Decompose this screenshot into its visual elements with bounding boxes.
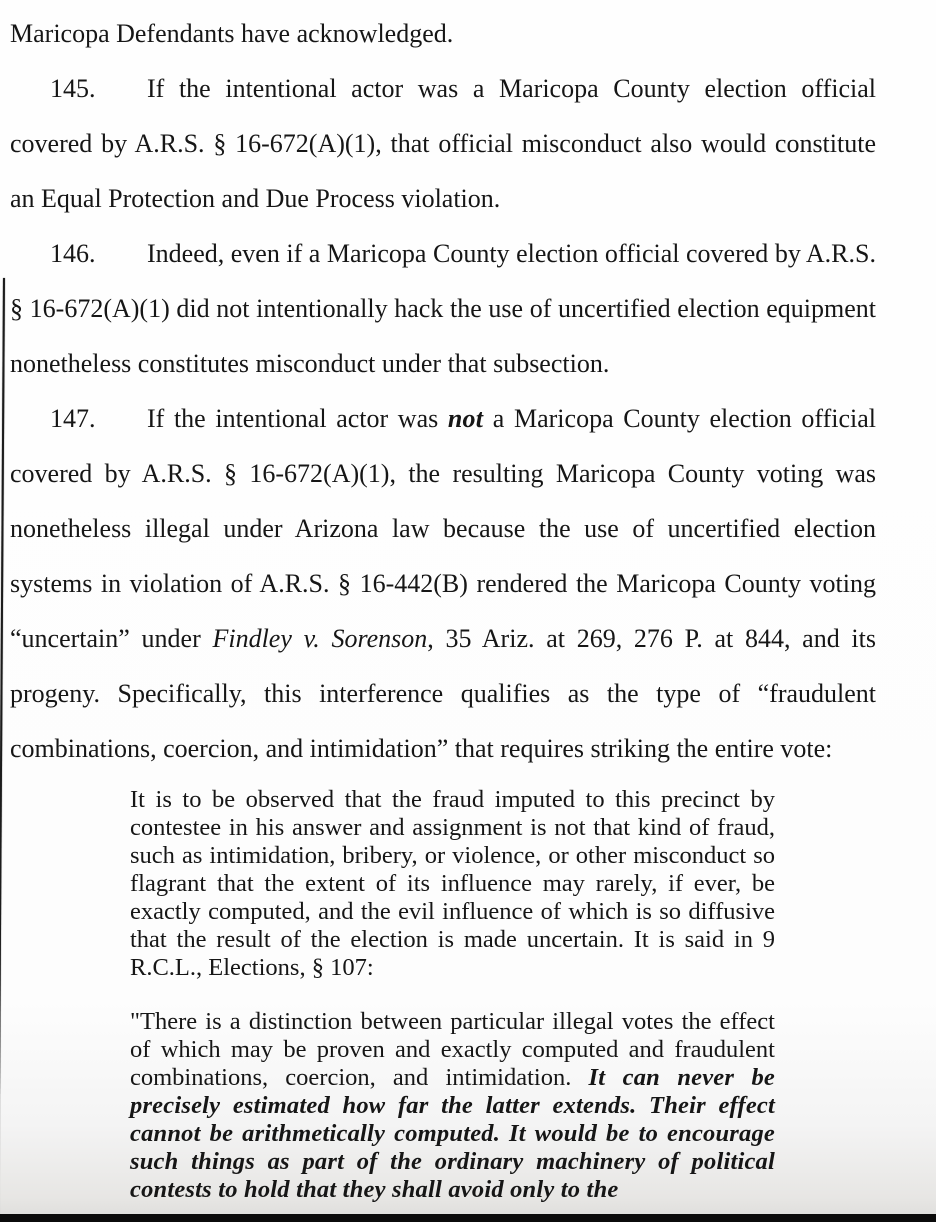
text-segment: If the intentional actor was a Maricopa County election official covered by A.R.S. § 16-672(A)(1), that official misconduct also would constitute an Equal Protection and Due Process violation.	[10, 74, 876, 213]
text-segment: It can never be precisely estimated how far the latter extends. Their effect cannot be arithmetically computed. It would be to encourage such things as part of the ordinary machinery of political contests to hold that they shall avoid only to the	[130, 1064, 775, 1203]
text-segment: not	[447, 404, 484, 433]
paragraph-147	[10, 391, 876, 776]
block-quote-1	[130, 786, 775, 982]
text-segment: , 35 Ariz. at 269, 276 P. at 844, and its progeny. Specifically, this interference qualifies as the type of “fraudulent combinations, coercion, and intimidation” that requires striking the entire vote:	[10, 624, 876, 763]
paragraph-146	[10, 226, 876, 391]
scan-left-edge-artifact	[0, 278, 5, 1216]
paragraph-fragment: Maricopa Defendants have acknowledged.	[10, 19, 454, 48]
text-segment: Indeed, even if a Maricopa County election official covered by A.R.S. § 16-672(A)(1) did not intentionally hack the use of uncertified election equipment nonetheless constitutes misconduct under that subsection.	[10, 239, 876, 378]
paragraph-147-text	[10, 404, 876, 763]
scan-bottom-edge	[0, 1214, 936, 1222]
paragraph-145	[10, 61, 876, 226]
block-quote-2	[130, 1008, 775, 1204]
text-segment: Findley v. Sorenson	[212, 624, 428, 653]
paragraph-number-145: 145.	[50, 74, 96, 103]
text-segment: If the intentional actor was	[147, 404, 448, 433]
paragraph-number-147: 147.	[50, 404, 96, 433]
text-segment: "There is a distinction between particular illegal votes the effect of which may be proven and exactly computed and fraudulent combinations, coercion, and intimidation.	[130, 1008, 775, 1091]
text-segment: a Maricopa County election official covered by A.R.S. § 16-672(A)(1), the resulting Maricopa County voting was nonetheless illegal under Arizona law because the use of uncertified election systems in violation of A.R.S. § 16-442(B) rendered the Maricopa County voting “uncertain” under	[10, 404, 876, 653]
page-content	[10, 0, 876, 1204]
text-segment: It is to be observed that the fraud imputed to this precinct by contestee in his answer and assignment is not that kind of fraud, such as intimidation, bribery, or violence, or other misconduct so flagrant that the extent of its influence may rarely, if ever, be exactly computed, and the evil influence of which is so diffusive that the result of the election is made uncertain. It is said in 9 R.C.L., Elections, § 107:	[130, 786, 775, 981]
paragraph-number-146: 146.	[50, 239, 96, 268]
